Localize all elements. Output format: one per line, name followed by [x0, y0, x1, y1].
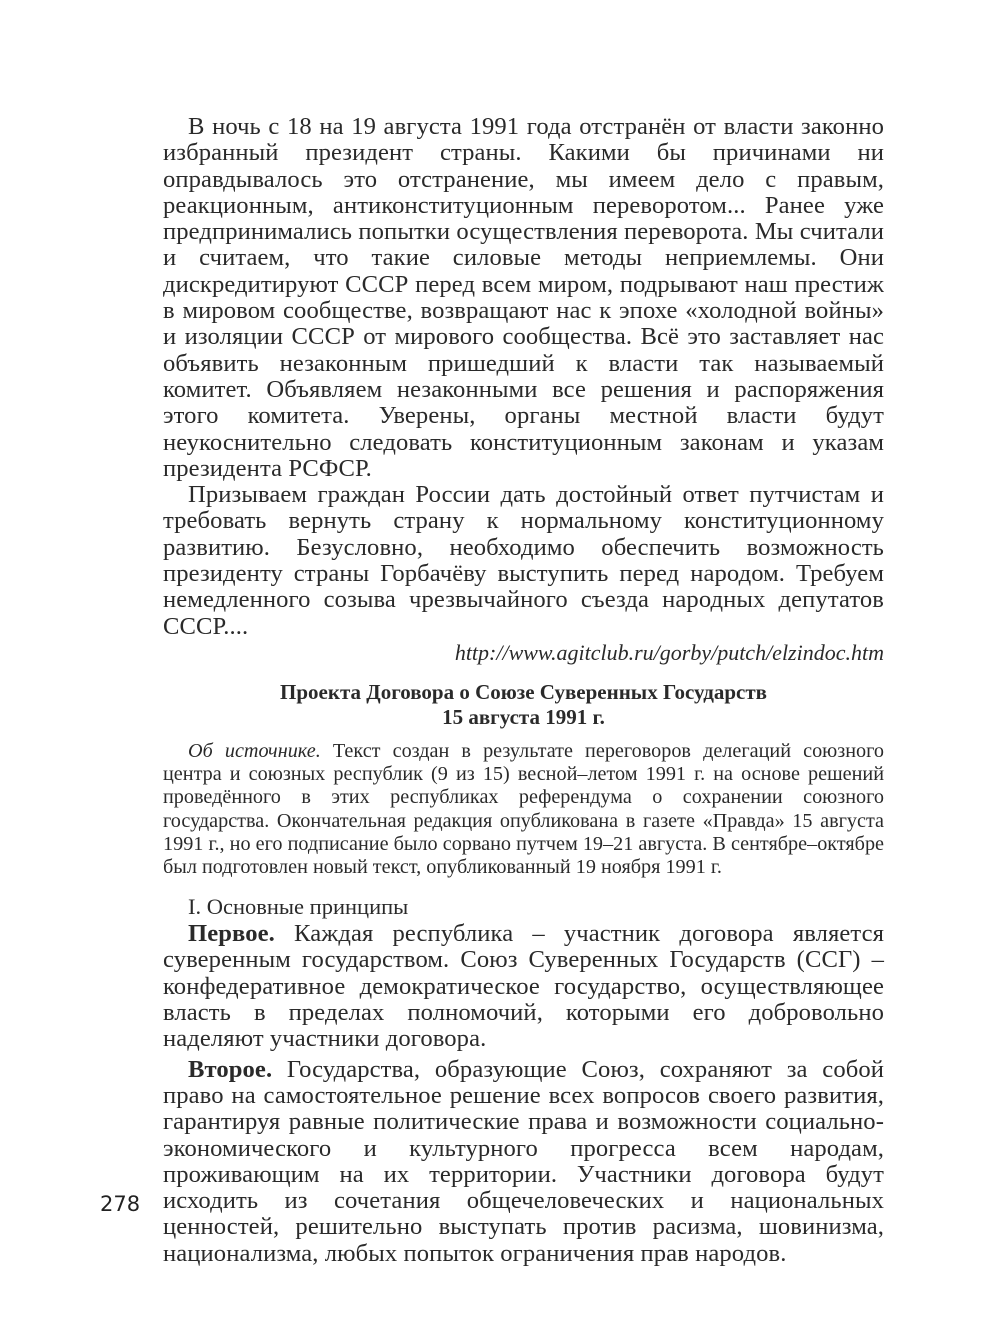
source-url: http://www.agitclub.ru/gorby/putch/elzindoc.htm [454, 639, 884, 665]
article-first-lead: Первое. [188, 920, 275, 948]
document-title-line-1: Проекта Договора о Союзе Суверенных Государств [280, 679, 767, 704]
page-body [163, 114, 884, 1267]
section-heading: I. Основные принципы [188, 894, 409, 920]
document-title [163, 680, 884, 730]
article-first-text: Каждая республика – участник договора является суверенным государством. Союз Суверенных Государств (ССГ) – конфедеративное демократическое государство, осуществляющее власть в пределах полномочий, которыми его добровольно наделяют участники договора. [163, 920, 884, 1053]
quote-paragraph-1: В ночь с 18 на 19 августа 1991 года отстранён от власти законно избранный президент страны. Какими бы причинами ни оправдывалось это отстранение, мы имеем дело с правым, реакционным, антиконституционным переворотом... Ранее уже предпринимались попытки осуществления переворота. Мы считали и считаем, что такие силовые методы неприемлемы. Они дискредитируют СССР перед всем миром, подрывают наш престиж в мировом сообществе, возвращают нас к эпохе «холодной войны» и изоляции СССР от мирового сообщества. Всё это заставляет нас объявить незаконным пришедший к власти так называемый комитет. Объявляем незаконными все решения и распоряжения этого комитета. Уверены, органы местной власти будут неукоснительно следовать конституционным законам и указам президента РСФСР. [163, 113, 884, 482]
article-second [163, 1057, 884, 1267]
article-second-text: Государства, образующие Союз, сохраняют за собой право на самостоятельное решение всех вопросов своего развития, гарантируя равные политические права и возможности социально-экономического и культурного прогресса всем народам, проживающим на их территории. Участники договора будут исходить из сочетания общечеловеческих и национальных ценностей, решительно выступать против расизма, шовинизма, национализма, любых попыток ограничения прав народов. [163, 1055, 884, 1267]
article-second-lead: Второе. [188, 1055, 273, 1083]
source-note-label: Об источнике. [188, 739, 321, 762]
article-first [163, 921, 884, 1052]
source-note-text: Текст создан в результате переговоров делегаций союзного центра и союзных республик (9 из 15) весной–летом 1991 г. на основе решений проведённого в этих республиках референдума о сохранении союзного государства. Окончательная редакция опубликована в газете «Правда» 15 августа 1991 г., но его подписание было сорвано путчем 19–21 августа. В сентябре–октябре был подготовлен новый текст, опубликованный 19 ноября 1991 г. [163, 739, 884, 878]
page-number: 278 [100, 1192, 141, 1216]
document-title-date: 15 августа 1991 г. [442, 704, 605, 729]
source-note [163, 740, 884, 879]
quote-paragraph-2: Призываем граждан России дать достойный ответ путчистам и требовать вернуть страну к нормальному конституционному развитию. Безусловно, необходимо обеспечить возможность президенту страны Горбачёву выступить перед народом. Требуем немедленного созыва чрезвычайного съезда народных депутатов СССР.... [163, 481, 884, 640]
